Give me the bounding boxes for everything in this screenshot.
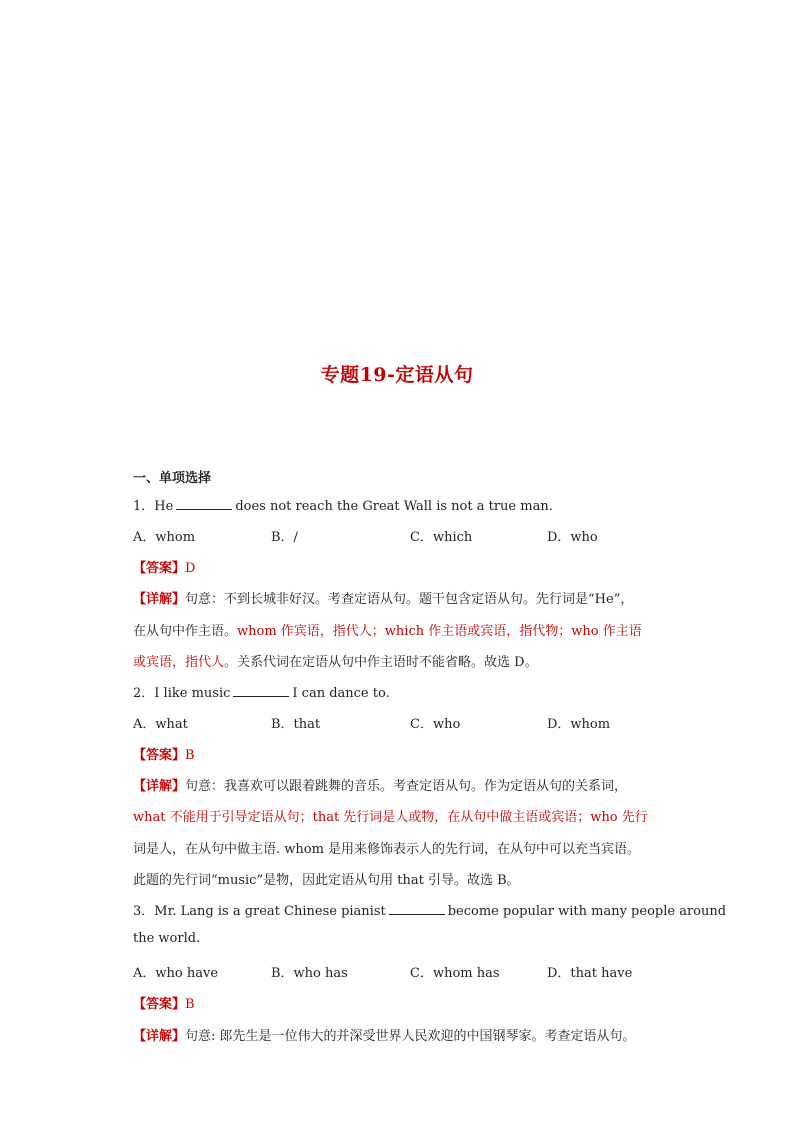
detail-line: 词是人，在从句中做主语. whom 是用来修饰表示人的先行词，在从句中可以充当宾语。 [133, 842, 641, 857]
option-a: A．who have [133, 966, 219, 981]
question-number: 1． [133, 499, 155, 514]
question-text-post: does not reach the Great Wall is not a true man. [235, 499, 553, 514]
answer-tag: 【答案】 [133, 561, 186, 576]
page-title: 专题19-定语从句 [320, 364, 474, 386]
detail-line [133, 1025, 678, 1044]
detail-tag: 【详解】 [133, 592, 186, 607]
detail-text: 关系代词在定语从句中作主语时不能省略。故选 D。 [237, 655, 538, 670]
option-d: D．whom [547, 717, 611, 732]
option-b: B．/ [271, 530, 298, 545]
detail-line [133, 651, 678, 670]
detail-line: what 不能用于引导定语从句；that 先行词是人或物，在从句中做主语或宾语；who 先行 [133, 810, 648, 825]
question-text-cont: the world. [133, 931, 201, 946]
detail-line: 此题的先行词“music”是物，因此定语从句用 that 引导。故选 B。 [133, 873, 520, 888]
option-c: C．whom has [410, 966, 500, 981]
question-text-pre: Mr. Lang is a great Chinese pianist [154, 904, 386, 919]
question-text-post: I can dance to. [292, 686, 390, 701]
answer-blank [176, 499, 232, 510]
option-d: D．who [547, 530, 598, 545]
option-b: B．who has [271, 966, 348, 981]
answer-value: B [185, 997, 195, 1012]
detail-line [133, 620, 678, 639]
detail-text: 在从句中作主语。 [133, 624, 238, 639]
detail-tag: 【详解】 [133, 1029, 186, 1044]
option-c: C．who [410, 717, 461, 732]
answer-line [133, 993, 678, 1012]
detail-text: 句意：我喜欢可以跟着跳舞的音乐。考查定语从句。作为定语从句的关系词， [185, 779, 628, 794]
detail-text: 或宾语，指代人。 [133, 655, 238, 670]
detail-line [133, 775, 678, 794]
option-c: C．which [410, 530, 473, 545]
option-a: A．whom [133, 530, 196, 545]
answer-blank [389, 904, 445, 915]
question-text-pre: He [154, 499, 174, 514]
option-d: D．that have [547, 966, 633, 981]
detail-text: 句意: 郎先生是一位伟大的并深受世界人民欢迎的中国钢琴家。考查定语从句。 [185, 1029, 636, 1044]
answer-value: D [185, 561, 196, 576]
question-number: 2． [133, 686, 155, 701]
question-3 [133, 900, 727, 919]
detail-tag: 【详解】 [133, 779, 186, 794]
option-a: A．what [133, 717, 188, 732]
answer-tag: 【答案】 [133, 748, 186, 763]
question-1 [133, 495, 678, 514]
answer-value: B [185, 748, 195, 763]
answer-tag: 【答案】 [133, 997, 186, 1012]
detail-text: 句意：不到长城非好汉。考查定语从句。题干包含定语从句。先行词是“He”， [185, 592, 634, 607]
detail-text: whom 作宾语，指代人；which 作主语或宾语，指代物；who 作主语 [237, 624, 642, 639]
answer-line [133, 744, 678, 763]
answer-line [133, 557, 678, 576]
question-text-pre: I like music [154, 686, 231, 701]
question-text-post: become popular with many people around [447, 904, 727, 919]
section-heading: 一、单项选择 [133, 471, 212, 486]
question-2 [133, 682, 678, 701]
answer-blank [233, 686, 289, 697]
detail-line [133, 588, 678, 607]
option-b: B．that [271, 717, 321, 732]
question-number: 3． [133, 904, 155, 919]
